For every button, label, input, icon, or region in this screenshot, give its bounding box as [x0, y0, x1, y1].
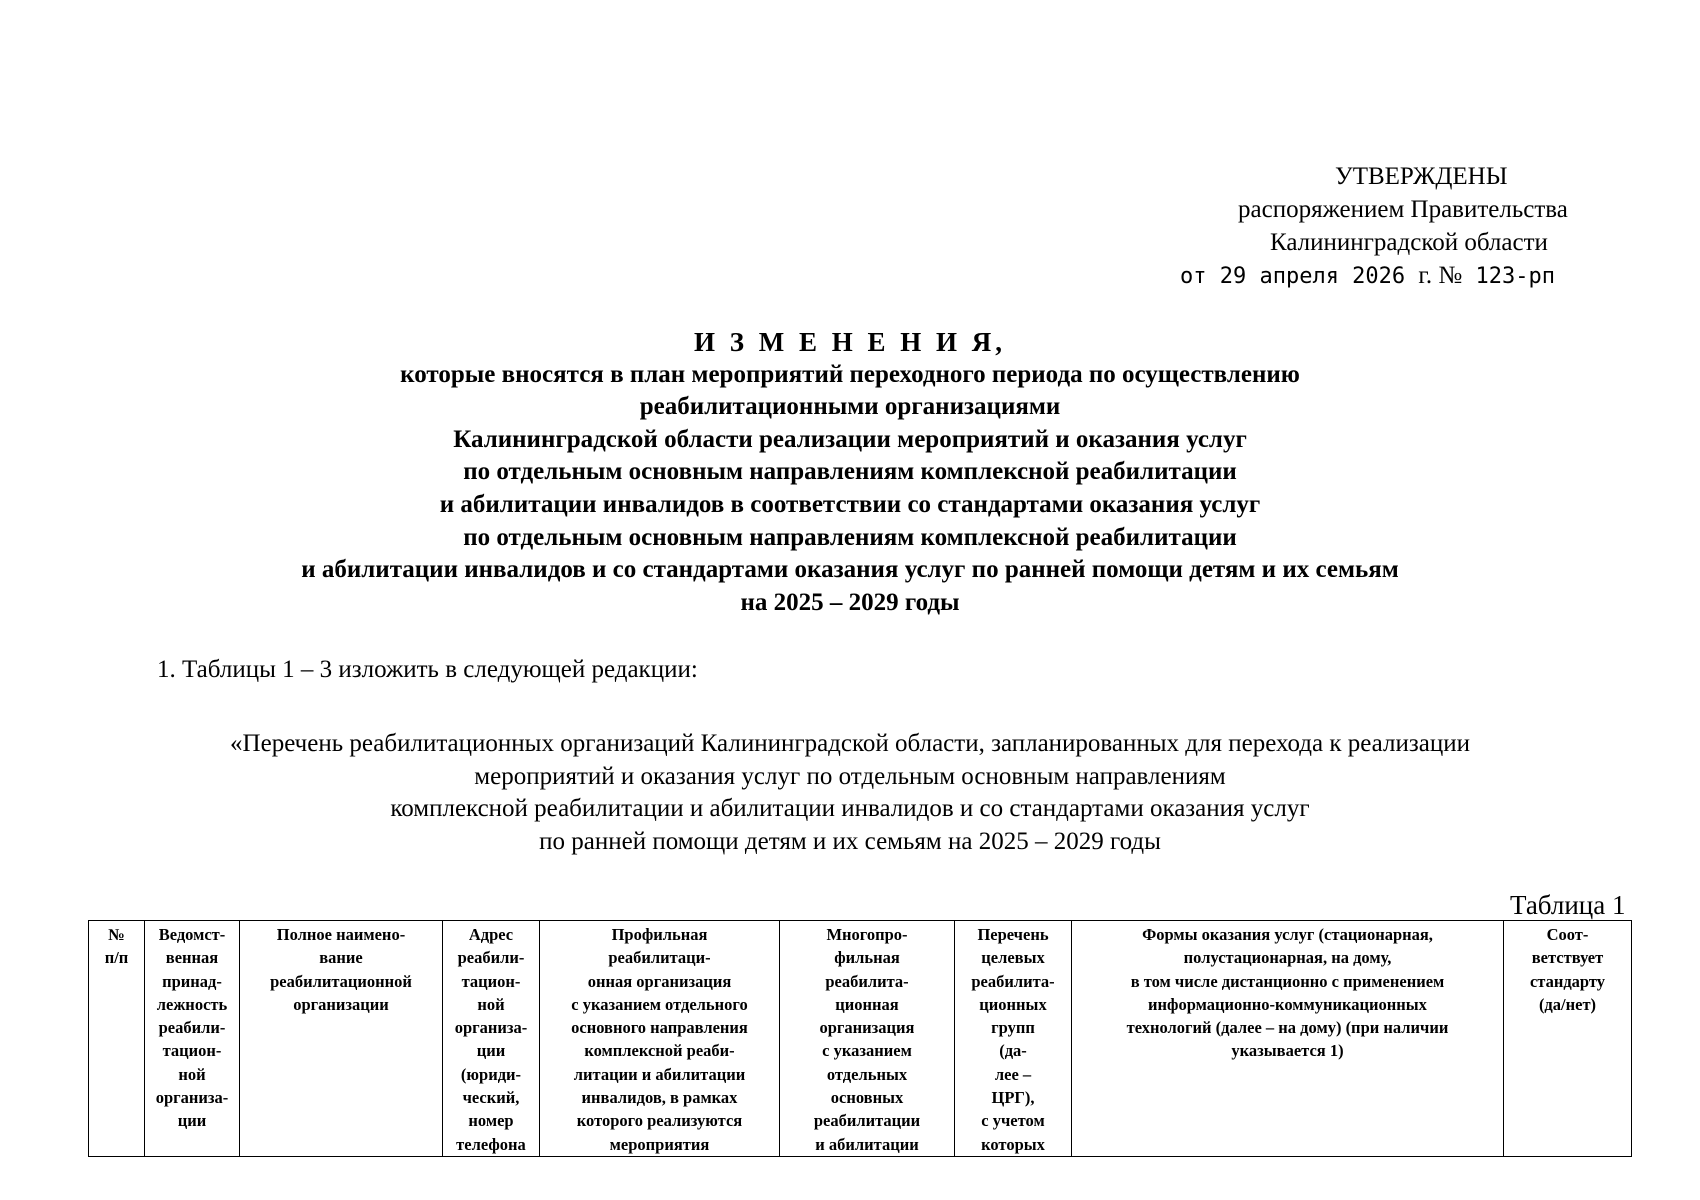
- changes-line: по отдельным основным направлениям комплексной реабилитации: [463, 523, 1237, 551]
- header-cell-address: Адрес реабили- тацион- ной организа- ции (юриди- ческий, номер телефона: [443, 921, 540, 1157]
- approval-block: [1150, 160, 1700, 293]
- list-title-line: «Перечень реабилитационных организаций Калининградской области, запланированных для перехода к реализации: [230, 730, 1470, 757]
- approval-number: 123-рп: [1475, 264, 1555, 289]
- changes-heading: И З М Е Н Е Н И Я,: [693, 327, 1006, 357]
- changes-line: по отдельным основным направлениям комплексной реабилитации: [463, 458, 1237, 486]
- approval-line-3: [1150, 259, 1700, 293]
- list-title-block: [0, 728, 1700, 858]
- changes-line: Калининградской области реализации мероприятий и оказания услуг: [453, 425, 1247, 453]
- changes-title-block: [0, 326, 1700, 619]
- approval-number-label: г. №: [1418, 262, 1463, 289]
- header-cell-target-groups: Перечень целевых реабилита- ционных групп (да- лее – ЦРГ), с учетом которых: [955, 921, 1072, 1157]
- approval-line-2: Калининградской области: [1270, 229, 1548, 256]
- header-cell-standard-compliance: Соот- ветствует стандарту (да/нет): [1504, 921, 1632, 1157]
- header-cell-affiliation: Ведомст- венная принад- лежность реабили- тацион- ной организа- ции: [145, 921, 240, 1157]
- point-1-text: 1. Таблицы 1 – 3 изложить в следующей редакции:: [157, 656, 698, 683]
- header-cell-profile-org: Профильная реабилитаци- онная организация с указанием отдельного основного направления комплексной реаби- литации и абилитации инвалидов, в рамках которого реализуются мероприятия: [540, 921, 780, 1157]
- list-title-line: мероприятий и оказания услуг по отдельным основным направлениям: [474, 762, 1226, 790]
- changes-line: на 2025 – 2029 годы: [740, 588, 960, 616]
- header-cell-service-forms: Формы оказания услуг (стационарная, полустационарная, на дому, в том числе дистанционно с применением информационно-коммуникационных технологий (далее – на дому) (при наличии указывается 1): [1072, 921, 1504, 1157]
- table-1: [88, 920, 1632, 1157]
- list-title-line: по ранней помощи детям и их семьям на 2025 – 2029 годы: [539, 827, 1161, 855]
- changes-line: и абилитации инвалидов и со стандартами оказания услуг по ранней помощи детям и их семьям: [301, 556, 1399, 584]
- approval-title: УТВЕРЖДЕНЫ: [1335, 163, 1508, 190]
- header-cell-full-name: Полное наимено- вание реабилитационной организации: [240, 921, 443, 1157]
- list-title-line: комплексной реабилитации и абилитации инвалидов и со стандартами оказания услуг: [390, 795, 1310, 822]
- table-label: Таблица 1: [1510, 890, 1626, 920]
- approval-line-1: распоряжением Правительства: [1238, 196, 1568, 223]
- changes-line: которые вносятся в план мероприятий переходного периода по осуществлению: [400, 360, 1300, 388]
- header-cell-multiprofile-org: Многопро- фильная реабилита- ционная организация с указанием отдельных основных реабилитации и абилитации: [780, 921, 955, 1157]
- header-cell-number: № п/п: [89, 921, 145, 1157]
- approval-date: от 29 апреля 2026: [1180, 264, 1406, 289]
- changes-line: и абилитации инвалидов в соответствии со стандартами оказания услуг: [439, 490, 1261, 518]
- changes-line: реабилитационными организациями: [639, 393, 1061, 421]
